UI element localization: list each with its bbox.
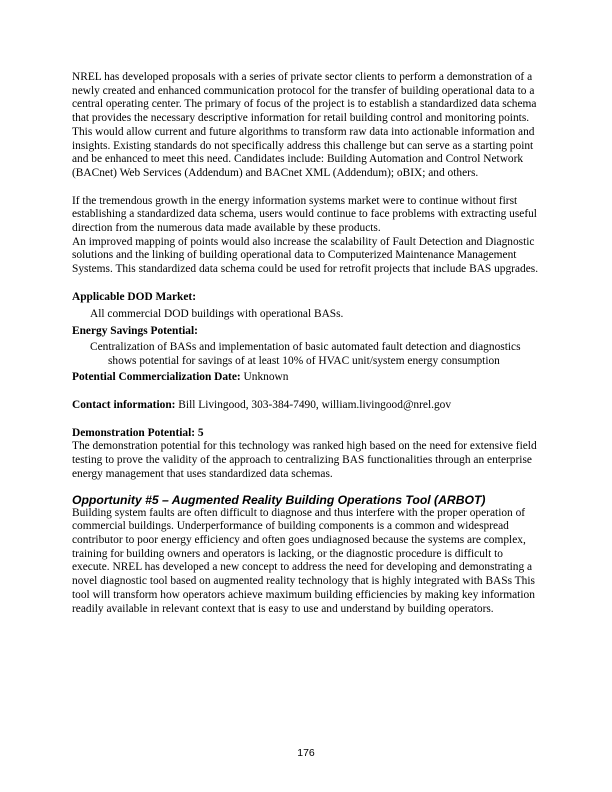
applicable-market-text: All commercial DOD buildings with operational BASs. [90,307,344,320]
intro-paragraph: NREL has developed proposals with a series of private sector clients to perform a demonstration of a newly created and enhanced communication protocol for the transfer of building operational data to a central operating center. The primary of focus of the project is to establish a standardized data schema that provides the necessary descriptive information for retail building control and monitoring points. This would allow current and future algorithms to transform raw data into actionable information and insights. Existing standards do not specifically address this challenge but can serve as a starting point and be enhanced to meet this need. Candidates include: Building Automation and Control Network (BACnet) Web Services (Addendum) and BACnet XML (Addendum); oBIX; and others. [72,71,537,179]
contact-label: Contact information: [72,399,176,412]
applicable-market-label: Applicable DOD Market: [72,290,197,303]
demonstration-text: The demonstration potential for this technology was ranked high based on the need for extensive field testing to prove the validity of the approach to centralizing BAS functionalities through an enterprise energy management that uses standardized data schemas. [72,440,537,480]
document-body [72,71,540,616]
applicable-market-section [72,291,540,321]
opportunity-text: Building system faults are often difficult to diagnose and thus interfere with the proper operation of commercial buildings. Underperformance of building components is a common and widespread contributor to poor energy efficiency and often goes undiagnosed because the systems are complex, training for building owners and operators is lacking, or the diagnostic procedure is difficult to execute. NREL has developed a new concept to address the need for developing and demonstrating a novel diagnostic tool based on augmented reality technology that is highly integrated with BASs This tool will transform how operators achieve maximum building efficiencies by making key information readily available in relevant context that is easy to use and understand by building operators. [72,506,535,615]
opportunity-heading: Opportunity #5 – Augmented Reality Building Operations Tool (ARBOT) [72,492,486,507]
mapping-paragraph: An improved mapping of points would also increase the scalability of Fault Detection and Diagnostic solutions and the linking of building operational data to Computerized Maintenance Management Systems. This standardized data schema could be used for retrofit projects that include BAS upgrades. [72,235,539,276]
commercialization-label: Potential Commercialization Date: [72,371,241,384]
demonstration-label: Demonstration Potential: 5 [72,426,204,439]
contact-line [72,399,540,413]
energy-savings-section [72,325,540,368]
page-number: 176 [297,747,315,759]
commercialization-value: Unknown [240,371,289,384]
demonstration-section [72,427,540,482]
growth-paragraph: If the tremendous growth in the energy information systems market were to continue without first establishing a standardized data schema, users would continue to face problems with extracting useful direction from the numerous data made available by these products. [72,194,537,235]
energy-savings-text: Centralization of BASs and implementation of basic automated fault detection and diagnostics shows potential for savings of at least 10% of HVAC unit/system energy consumption [90,340,521,367]
energy-savings-label: Energy Savings Potential: [72,325,198,338]
commercialization-line [72,371,540,385]
contact-value: Bill Livingood, 303-384-7490, william.livingood@nrel.gov [175,399,452,412]
